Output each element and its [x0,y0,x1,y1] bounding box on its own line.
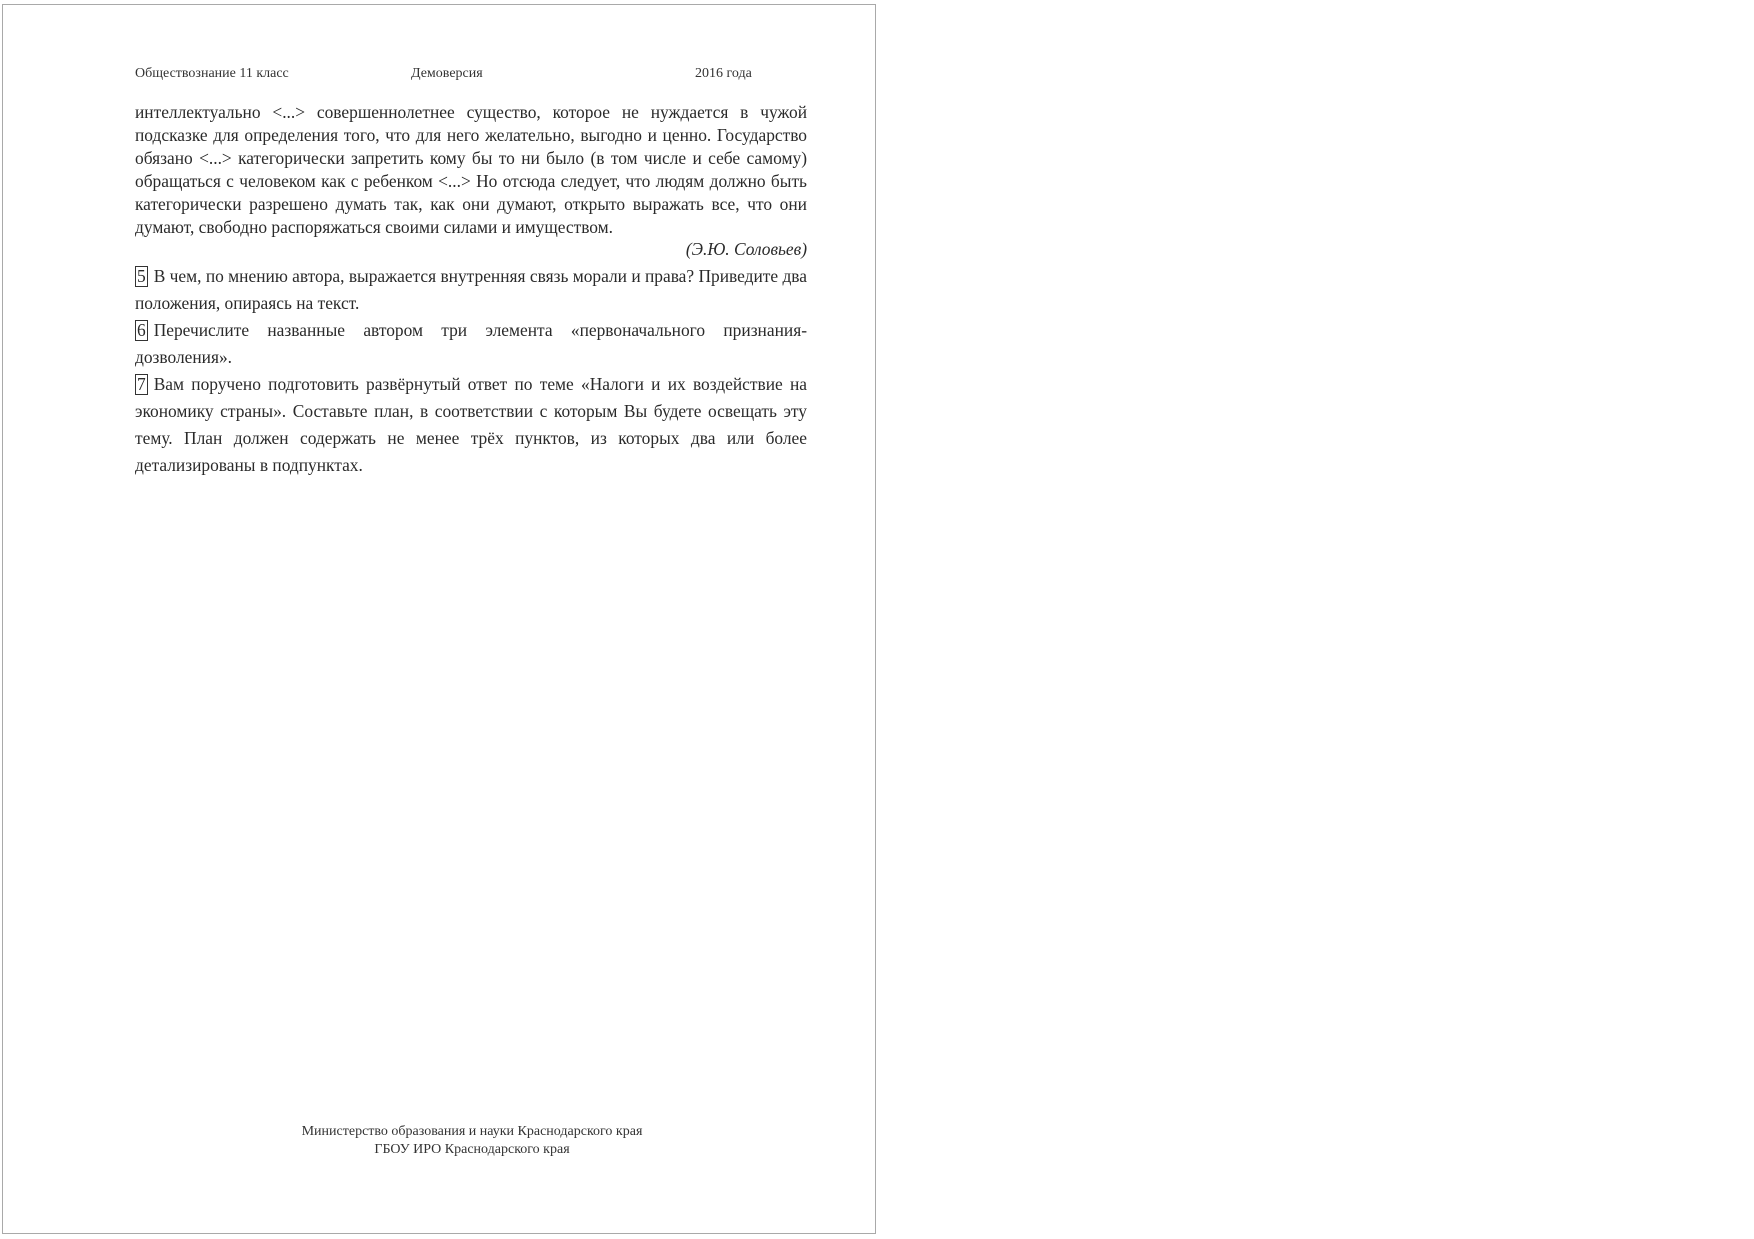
task-number-box: 6 [137,320,146,341]
page-footer [3,1123,941,1159]
passage-author: (Э.Ю. Соловьев) [685,239,807,260]
footer-institute: ГБОУ ИРО Краснодарского края [374,1142,570,1157]
document-page [2,4,876,1234]
page-header [135,66,805,86]
header-year: 2016 года [695,66,752,81]
task-number-box: 7 [137,374,146,395]
footer-ministry: Министерство образования и науки Краснодарского края [301,1124,643,1139]
header-version: Демоверсия [411,66,483,81]
task-text: В чем, по мнению автора, выражается внутренняя связь морали и права? Приведите два положения, опираясь на текст. [135,266,807,314]
task-text: Перечислите названные автором три элемента «первоначального признания-дозволения». [135,320,807,368]
task-number-box: 5 [137,266,146,287]
task-7 [135,371,807,479]
header-subject: Обществознание 11 класс [135,66,289,81]
task-6 [135,317,807,371]
task-text: Вам поручено подготовить развёрнутый ответ по теме «Налоги и их воздействие на экономику страны». Составьте план, в соответствии с которым Вы будете освещать эту тему. План должен содержать не менее трёх пунктов, из которых два или более детализированы в подпунктах. [135,374,807,476]
page-content [135,101,807,479]
task-5 [135,263,807,317]
source-passage: интеллектуально <...> совершеннолетнее существо, которое не нуждается в чужой подсказке для определения того, что для него желательно, выгодно и ценно. Государство обязано <...> категорически запретить кому бы то ни было (в том числе и себе самому) обращаться с человеком как с ребенком <...> Но отсюда следует, что людям должно быть категорически разрешено думать так, как они думают, открыто выражать все, что они думают, свободно распоряжаться своими силами и имуществом. [135,102,807,237]
